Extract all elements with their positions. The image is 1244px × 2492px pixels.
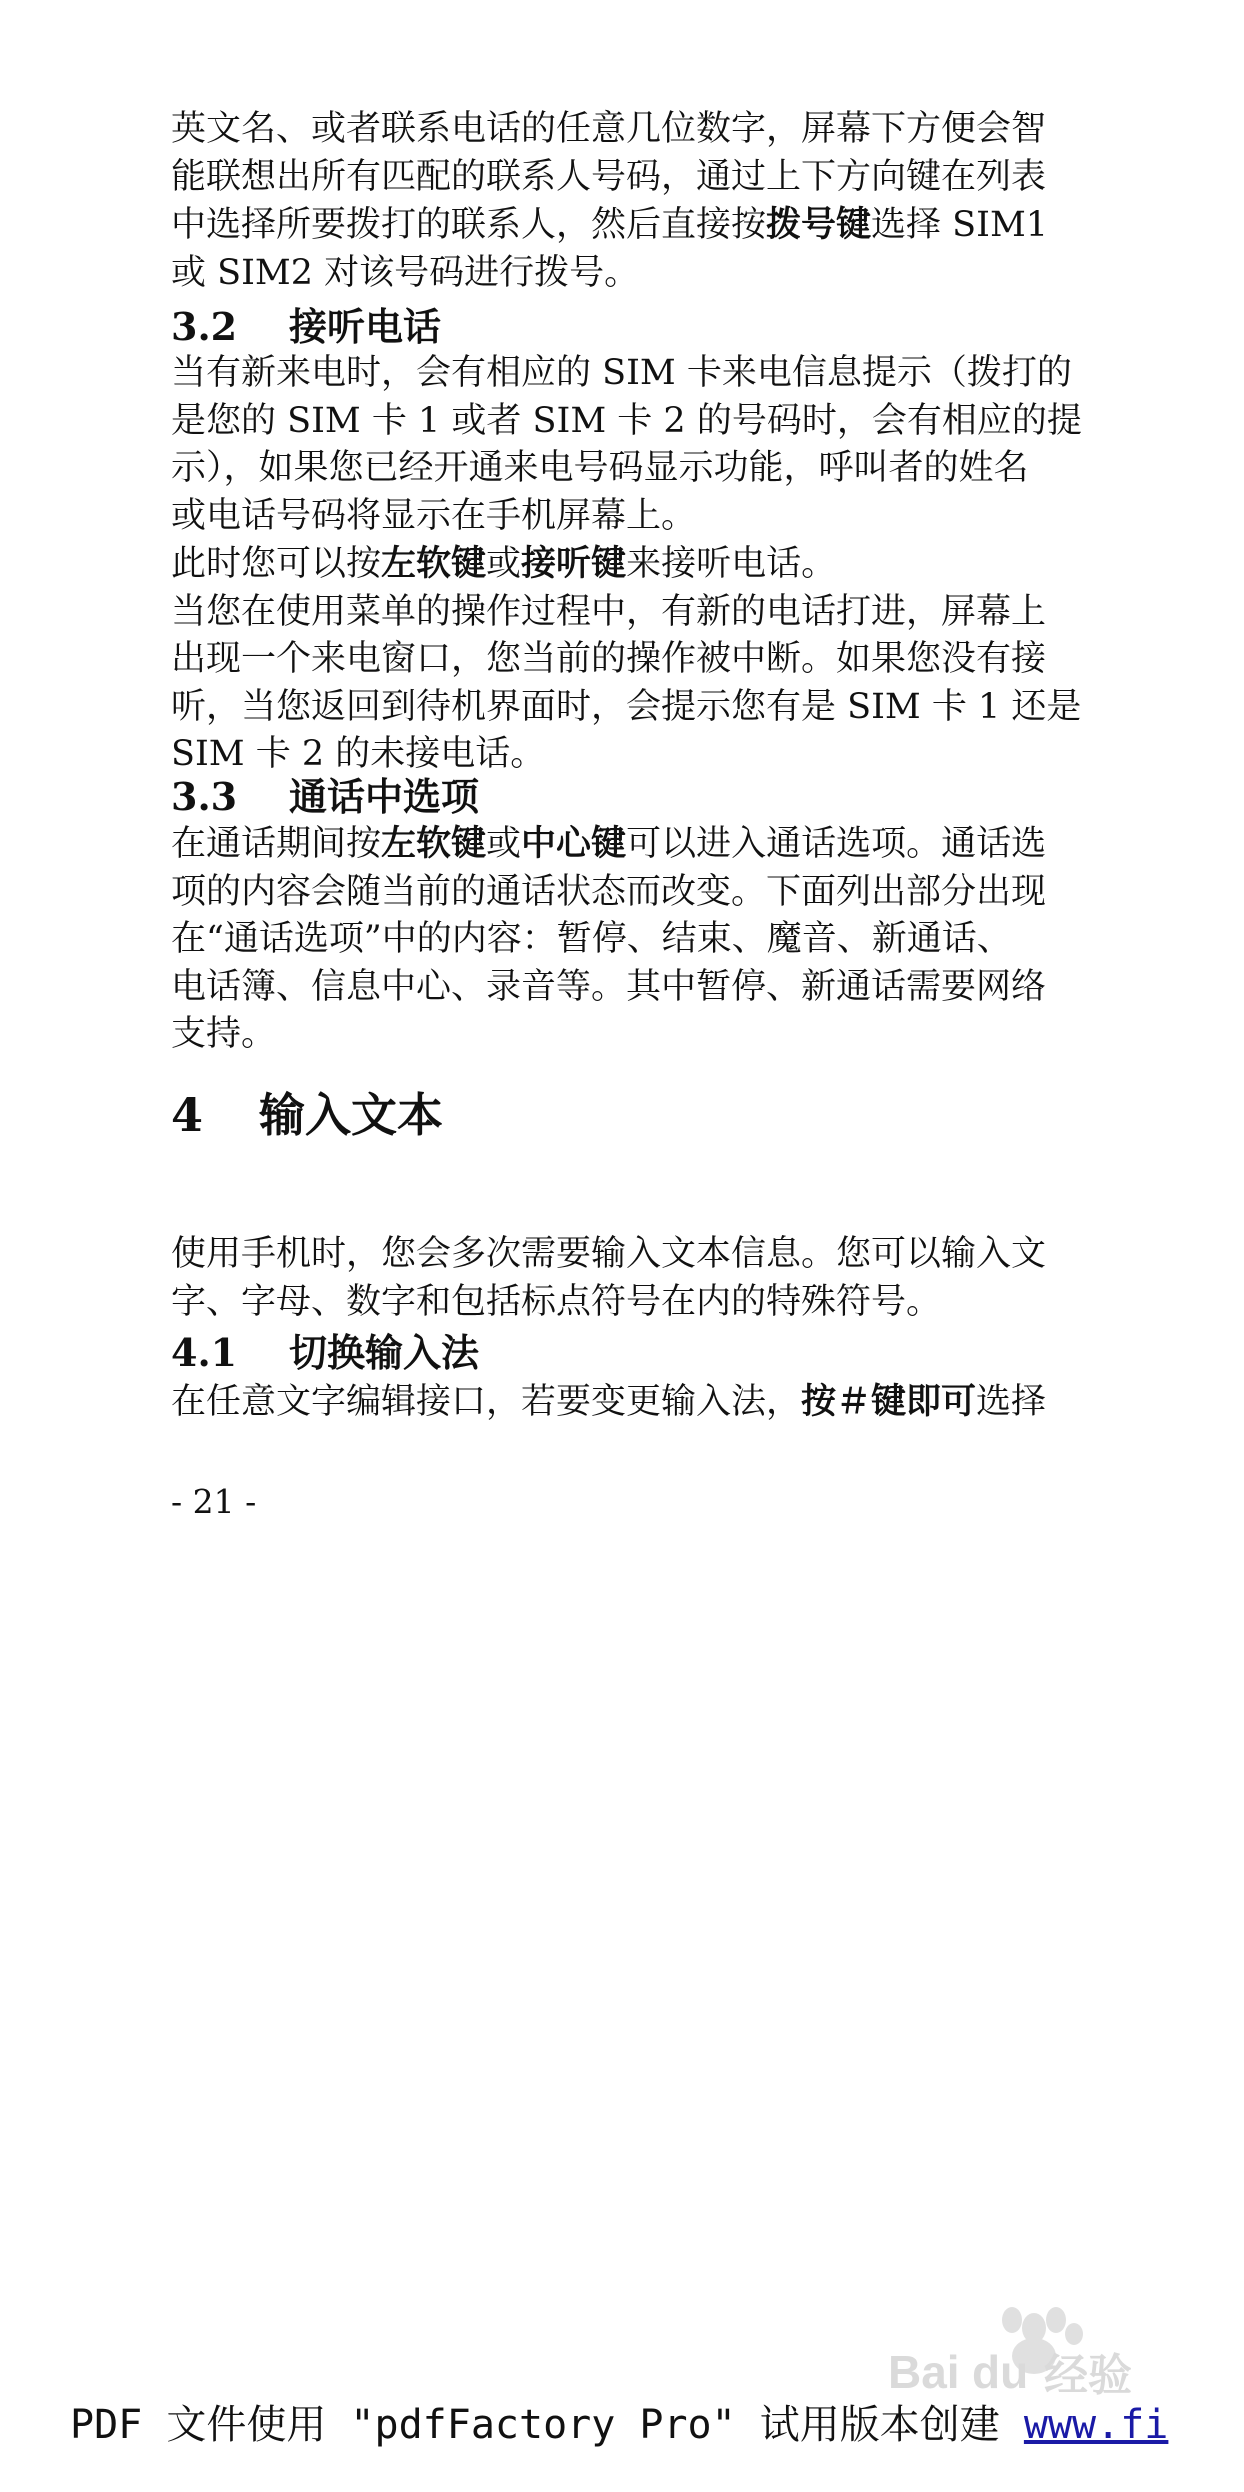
text-line: 是您的 SIM 卡 1 或者 SIM 卡 2 的号码时，会有相应的提 [171,400,1082,441]
text-line: 当您在使用菜单的操作过程中，有新的电话打进，屏幕上 [171,591,1047,632]
text-line: 出现一个来电窗口，您当前的操作被中断。如果您没有接 [171,639,1047,679]
options-line-1: 在通话期间按左软键或中心键可以进入通话选项。通话选 [171,823,1047,864]
footer-text: PDF 文件使用 "pdfFactory Pro" 试用版本创建 [70,2402,1024,2448]
page-number: - 21 - [171,1482,257,1521]
text-line: 字、字母、数字和包括标点符号在内的特殊符号。 [171,1281,942,1322]
text-line: 在“通话选项”中的内容：暂停、结束、魔音、新通话、 [171,919,1012,959]
hash-key-label: 按＃键即可 [801,1381,977,1422]
watermark-suffix: 经验 [1044,2350,1132,2398]
section-number: 4.1 [171,1330,238,1375]
section-heading-3-3 [171,772,479,822]
answer-key-label: 接听键 [521,543,627,584]
text-line: 或电话号码将显示在手机屏幕上。 [171,495,697,536]
watermark-brand: Bai [888,2346,960,2398]
intro-paragraph [171,106,1071,297]
section-title: 接听电话 [289,304,442,349]
section-4-1-body [171,1378,1071,1427]
intro-line-2: 能联想出所有匹配的联系人号码，通过上下方向键在列表 [171,156,1047,197]
pdf-footer [70,2400,1168,2450]
watermark-brand-du: du [972,2346,1029,2398]
section-title: 通话中选项 [289,774,480,819]
text-line: 使用手机时，您会多次需要输入文本信息。您可以输入文 [171,1234,1047,1274]
chapter-number: 4 [171,1088,204,1142]
left-softkey-label: 左软键 [381,543,487,584]
chapter-title: 输入文本 [259,1088,443,1142]
center-key-label: 中心键 [521,823,627,864]
section-heading-4-1 [171,1328,479,1378]
section-number: 3.2 [171,304,238,349]
section-number: 3.3 [171,774,238,819]
answer-line: 此时您可以按左软键或接听键来接听电话。 [171,543,837,584]
left-softkey-label: 左软键 [381,823,487,864]
baidu-jingyan-watermark-logo [884,2298,1184,2398]
text-line: 听，当您返回到待机界面时，会提示您有是 SIM 卡 1 还是 [171,686,1082,727]
dial-key-label: 拨号键 [766,204,872,245]
footer-link[interactable]: www.fi [1023,2402,1169,2448]
intro-line-3: 中选择所要拨打的联系人，然后直接按拨号键选择 SIM1 [171,204,1049,245]
chapter-4-body [171,1231,1071,1326]
chapter-heading-4 [171,1085,443,1145]
text-line: 示），如果您已经开通来电号码显示功能，呼叫者的姓名 [171,448,1029,488]
section-heading-3-2 [171,302,441,352]
text-line: 项的内容会随当前的通话状态而改变。下面列出部分出现 [171,871,1047,912]
intro-line-1: 英文名、或者联系电话的任意几位数字，屏幕下方便会智 [171,109,1047,149]
text-line: 当有新来电时，会有相应的 SIM 卡来电信息提示（拨打的 [171,353,1072,393]
section-title: 切换输入法 [289,1330,480,1375]
section-3-2-body [171,350,1082,779]
text-line: SIM 卡 2 的未接电话。 [171,734,546,774]
input-method-line: 在任意文字编辑接口，若要变更输入法，按＃键即可选择 [171,1381,1047,1422]
text-line: 电话簿、信息中心、录音等。其中暂停、新通话需要网络 [171,966,1047,1007]
intro-line-4: 或 SIM2 对该号码进行拨号。 [171,252,640,293]
section-3-3-body [171,820,1071,1059]
text-line: 支持。 [171,1014,277,1054]
